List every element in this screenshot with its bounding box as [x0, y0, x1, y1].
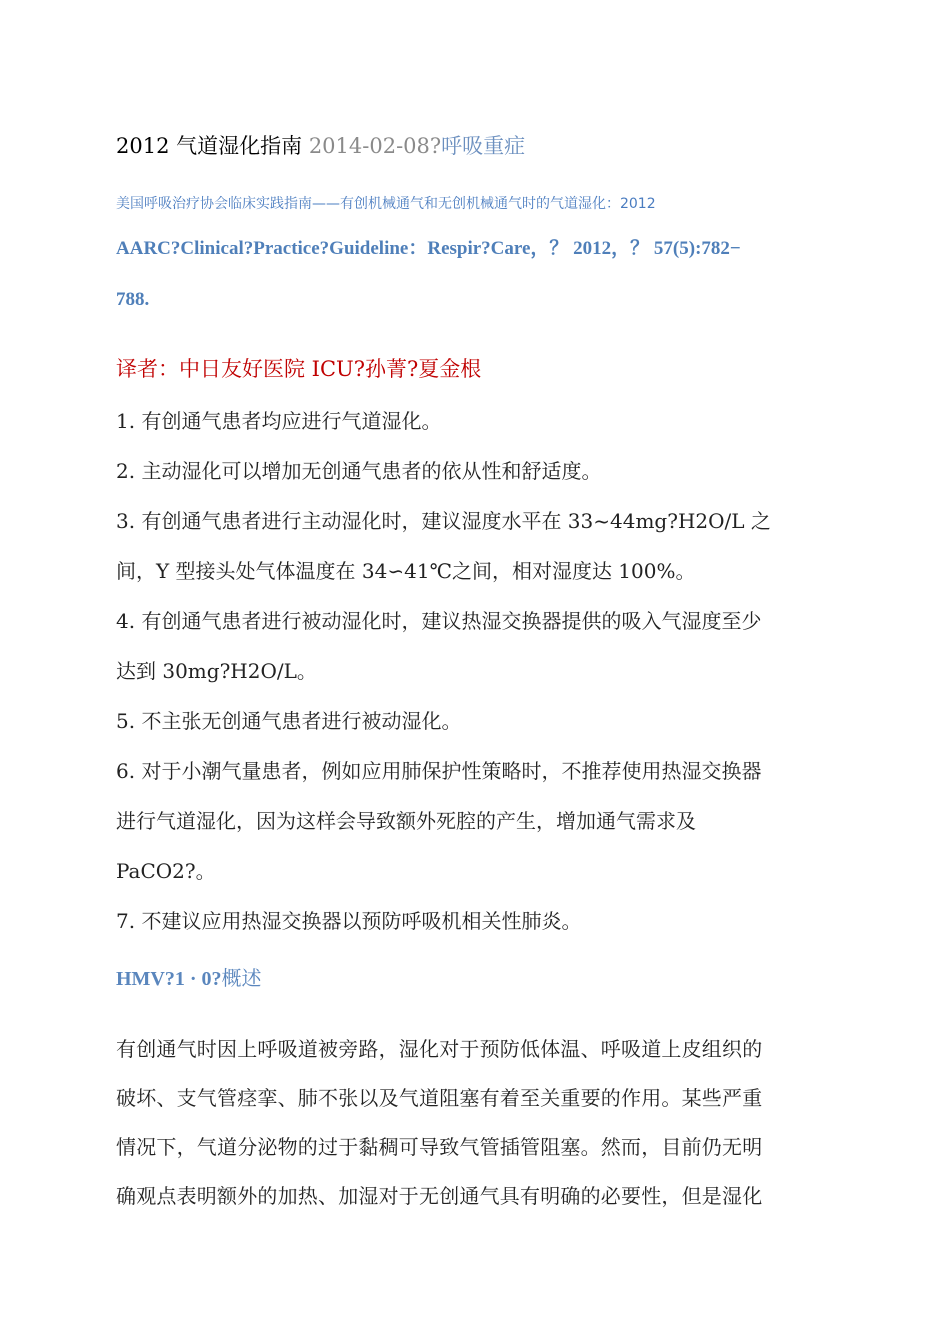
recommendation-line: 5. 不主张无创通气患者进行被动湿化。 [116, 709, 462, 733]
body-text-line: 确观点表明额外的加热、加湿对于无创通气具有明确的必要性，但是湿化 [116, 1184, 763, 1208]
section-code: HMV?1 · 0? [116, 968, 222, 990]
body-text-line: 有创通气时因上呼吸道被旁路，湿化对于预防低体温、呼吸道上皮组织的 [116, 1037, 763, 1061]
body-text-line: 破坏、支气管痉挛、肺不张以及气道阻塞有着至关重要的作用。某些严重 [116, 1086, 763, 1110]
recommendation-line: 7. 不建议应用热湿交换器以预防呼吸机相关性肺炎。 [116, 909, 582, 933]
recommendation-line: 3. 有创通气患者进行主动湿化时，建议湿度水平在 33~44mg?H2O/L 之 [116, 509, 771, 533]
recommendation-line: 进行气道湿化，因为这样会导致额外死腔的产生，增加通气需求及 [116, 809, 696, 833]
article-title-line [116, 130, 840, 160]
translator-credit: 译者：中日友好医院 ICU?孙菁?夏金根 [116, 357, 482, 381]
citation-line-1: AARC?Clinical?Practice?Guideline：Respir?Care，？ 2012，？ 57(5):782− [116, 238, 741, 259]
guideline-subtitle: 美国呼吸治疗协会临床实践指南——有创机械通气和无创机械通气时的气道湿化：2012 [116, 196, 656, 212]
publish-date: 2014-02-08? [308, 134, 442, 158]
recommendation-line: 6. 对于小潮气量患者，例如应用肺保护性策略时，不推荐使用热湿交换器 [116, 759, 762, 783]
recommendation-line: 间，Y 型接头处气体温度在 34∽41℃之间，相对湿度达 100%。 [116, 559, 696, 583]
recommendation-line: 达到 30mg?H2O/L。 [116, 659, 317, 683]
section-label: 概述 [221, 966, 262, 990]
section-heading [116, 962, 840, 991]
article-title: 2012 气道湿化指南 [116, 134, 303, 158]
body-text-line: 情况下，气道分泌物的过于黏稠可导致气管插管阻塞。然而，目前仍无明 [116, 1135, 763, 1159]
recommendation-line: 2. 主动湿化可以增加无创通气患者的依从性和舒适度。 [116, 459, 602, 483]
recommendation-line: PaCO2?。 [116, 859, 216, 883]
citation-line-2: 788. [116, 289, 150, 310]
category-link[interactable]: 呼吸重症 [441, 134, 526, 158]
recommendation-line: 1. 有创通气患者均应进行气道湿化。 [116, 409, 442, 433]
recommendation-line: 4. 有创通气患者进行被动湿化时，建议热湿交换器提供的吸入气湿度至少 [116, 609, 762, 633]
